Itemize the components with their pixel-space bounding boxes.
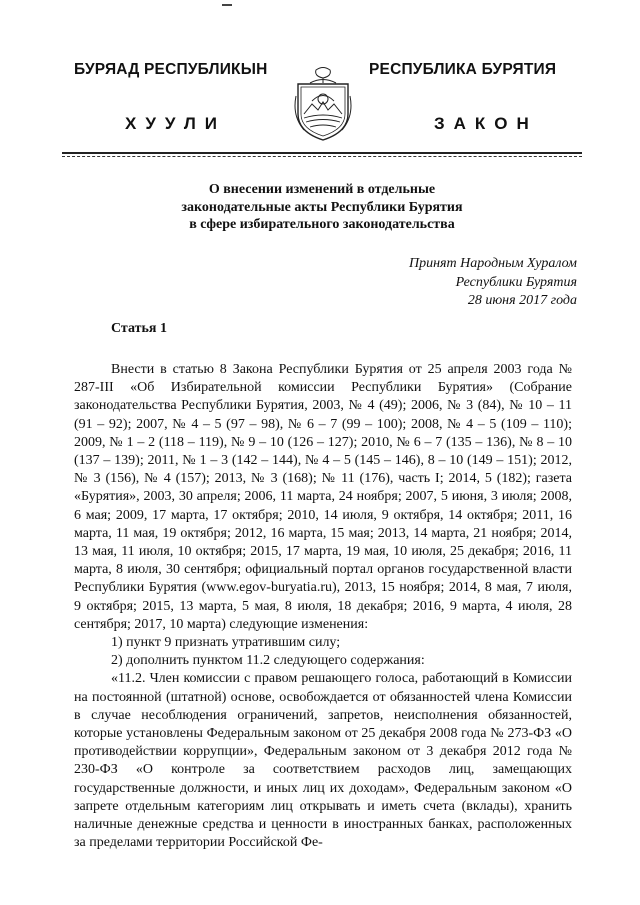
adoption-line: Республики Бурятия — [455, 274, 577, 290]
coat-of-arms-icon — [292, 66, 354, 142]
header-left-law-buryat: ХУУЛИ — [125, 114, 226, 133]
adoption-note — [409, 255, 577, 311]
body-paragraph: Внести в статью 8 Закона Республики Бурятия от 25 апреля 2003 года № 287-III «Об Избирательной комиссии Республики Бурятия» (Собрание законодательства Республики Бурятия, 2003, № 4 (49); 2006, № 3 (84), № 10 – 11 (91 – 92); 2007, № 4 – 5 (97 – 98), № 6 – 7 (99 – 100); 2008, № 4 – 5 (109 – 110); 2009, № 1 – 2 (118 – 119), № 9 – 10 (126 – 127); 2010, № 6 – 7 (135 – 136), № 8 – 10 (137 – 139); 2011, № 1 – 3 (142 – 144), № 4 – 5 (145 – 146), 8 – 10 (149 – 151); 2012, № 3 (156), № 4 (157); 2013, № 3 (168); № 11 (176), часть I; 2014, 5 (182); газета «Бурятия», 2003, 30 апреля; 2006, 11 марта, 24 ноября; 2007, 5 июня, 3 июля; 2008, 6 мая; 2009, 17 марта, 17 октября; 2010, 14 июля, 9 октября, 14 октября; 2011, 16 марта, 11 мая, 19 октября; 2012, 16 марта, 15 мая; 2013, 14 марта, 21 ноября; 2014, 13 мая, 11 июля, 10 октября; 2015, 17 марта, 19 мая, 10 июля, 25 декабря; 2016, 11 марта, 8 июля, 30 сентября; официальный портал органов государственной власти Республики Бурятия (www.egov-buryatia.ru), 2013, 15 ноября; 2014, 8 мая, 7 июля, 9 октября; 2015, 13 марта, 5 мая, 8 июля, 18 декабря; 2016, 9 марта, 4 июля, 28 сентября; 2017, 10 марта) следующие изменения: — [74, 362, 572, 632]
header-right-law-russian: ЗАКОН — [434, 114, 538, 133]
title-line: О внесении изменений в отдельные — [208, 182, 436, 197]
scan-mark — [222, 4, 232, 6]
header-rule-dashed — [62, 156, 582, 157]
body-paragraph: 2) дополнить пунктом 11.2 следующего содержания: — [111, 653, 425, 669]
body-paragraph: 1) пункт 9 признать утратившим силу; — [111, 635, 341, 651]
article-body — [74, 361, 572, 852]
adoption-date: 28 июня 2017 года — [467, 293, 577, 308]
title-line: в сфере избирательного законодательства — [189, 217, 455, 232]
header-rule-solid — [62, 152, 582, 154]
law-title — [62, 181, 582, 234]
title-line: законодательные акты Республики Бурятия — [181, 199, 463, 215]
adoption-line: Принят Народным Хуралом — [408, 256, 577, 271]
header-right-russian: РЕСПУБЛИКА БУРЯТИЯ — [369, 61, 557, 78]
header-left-buryat: БУРЯАД РЕСПУБЛИКЫН — [74, 61, 268, 78]
body-paragraph: «11.2. Член комиссии с правом решающего голоса, работающий в Комиссии на постоянной (штатной) основе, освобождается от обязанностей члена Комиссии в случае несоблюдения ограничений, запретов, неисполнения обязанностей, которые установлены Федеральным законом от 25 декабря 2008 года № 273-ФЗ «О противодействии коррупции», Федеральным законом от 3 декабря 2012 года № 230-ФЗ «О контроле за соответствием расходов лиц, замещающих государственные должности, и иных лиц их доходам», Федеральным законом «О запрете отдельным категориям лиц открывать и иметь счета (вклады), хранить наличные денежные средства и ценности в иностранных банках, расположенных за пределами территории Российской Фе- — [74, 671, 572, 851]
article-heading: Статья 1 — [111, 321, 167, 336]
